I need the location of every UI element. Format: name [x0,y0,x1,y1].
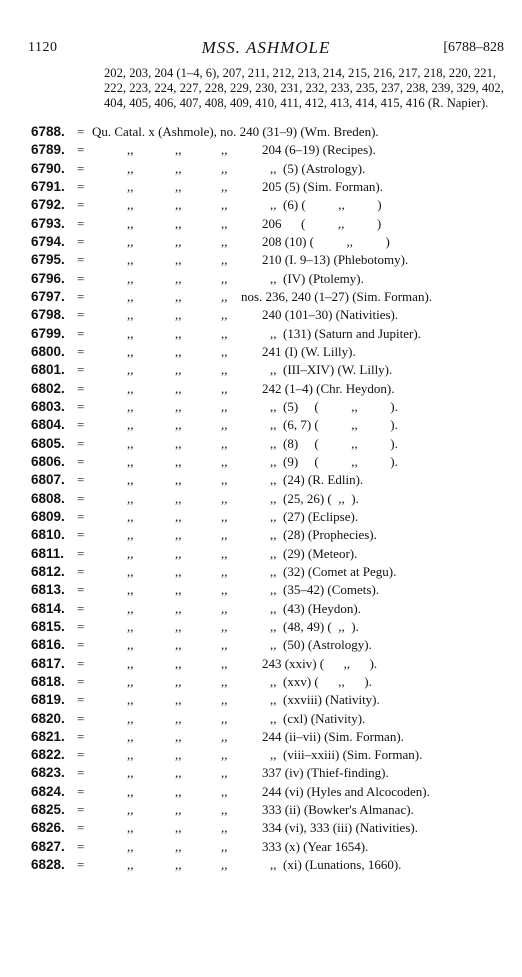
ditto-mark: ,, [127,252,134,268]
entry-text: ,, (8) ( ,, ). [270,435,398,451]
ditto-mark: ,, [221,178,228,194]
ditto-mark: ,, [175,472,182,488]
ditto-mark: ,, [127,343,134,359]
ditto-mark: ,, [127,545,134,561]
entry-text: ,, (6, 7) ( ,, ). [270,417,398,433]
ditto-mark: ,, [127,765,134,781]
equals-sign: = [77,857,85,873]
entry-text: Qu. Catal. x (Ashmole), no. 240 (31–9) (Wm. Breden). [92,124,379,139]
entry-text: 244 (ii–vii) (Sim. Forman). [262,728,404,744]
entry-number: 6819. [31,692,65,708]
entry-row [0,453,522,471]
entry-row [0,141,522,159]
entry-number: 6824. [31,783,65,799]
entry-text: 241 (I) (W. Lilly). [262,343,356,359]
equals-sign: = [77,142,85,158]
equals-sign: = [77,765,85,781]
entry-text: ,, (xxviii) (Nativity). [270,692,380,708]
entry-text: ,, (43) (Heydon). [270,600,361,616]
ditto-mark: ,, [221,435,228,451]
entry-row [0,856,522,874]
ditto-mark: ,, [127,820,134,836]
entry-text: ,, (29) (Meteor). [270,545,358,561]
ditto-mark: ,, [127,288,134,304]
ditto-mark: ,, [221,692,228,708]
ditto-mark: ,, [127,160,134,176]
ditto-mark: ,, [221,288,228,304]
ditto-mark: ,, [175,582,182,598]
ditto-mark: ,, [175,178,182,194]
ditto-mark: ,, [127,142,134,158]
ditto-mark: ,, [221,582,228,598]
entry-text: 244 (vi) (Hyles and Alcocoden). [262,783,430,799]
ditto-mark: ,, [127,197,134,213]
entry-row [0,160,522,178]
entry-text: nos. 236, 240 (1–27) (Sim. Forman). [241,288,433,304]
entry-number: 6815. [31,618,65,634]
equals-sign: = [77,398,85,414]
ditto-mark: ,, [127,563,134,579]
entry-row [0,838,522,856]
ditto-mark: ,, [127,417,134,433]
equals-sign: = [77,343,85,359]
ditto-mark: ,, [175,307,182,323]
ditto-mark: ,, [221,380,228,396]
ditto-mark: ,, [127,453,134,469]
entry-text: ,, (27) (Eclipse). [270,508,359,524]
entry-number: 6818. [31,673,65,689]
entry-number: 6816. [31,637,65,653]
entry-number: 6790. [31,160,65,176]
entry-text: 210 (I. 9–13) (Phlebotomy). [262,252,409,268]
entry-list [0,123,522,874]
equals-sign: = [77,655,85,671]
ditto-mark: ,, [221,343,228,359]
ditto-mark: ,, [127,307,134,323]
ditto-mark: ,, [221,563,228,579]
entry-number: 6800. [31,343,65,359]
ditto-mark: ,, [175,618,182,634]
entry-number: 6804. [31,417,65,433]
ditto-mark: ,, [221,710,228,726]
entry-number: 6827. [31,838,65,854]
entry-number: 6814. [31,600,65,616]
ditto-mark: ,, [175,820,182,836]
entry-row [0,251,522,269]
entry-row [0,691,522,709]
entry-text: 205 (5) (Sim. Forman). [262,178,383,194]
continuation-text: 202, 203, 204 (1–4, 6), 207, 211, 212, 213, 214, 215, 216, 217, 218, 220, 221, 222, 223, 224, 227, 228, 229, 230, 231, 232, 233, 235, 237, 238, 239, 329, 402, 404, 405, 406, 407, 408, 409, 410, 411, 412, 413, 414, 415, 416 (R. Napier). [104,66,504,110]
ditto-mark: ,, [221,197,228,213]
entry-row [0,655,522,673]
entry-row [0,728,522,746]
entry-row [0,233,522,251]
ditto-mark: ,, [175,325,182,341]
entry-row [0,288,522,306]
entry-number: 6828. [31,857,65,873]
ditto-mark: ,, [175,527,182,543]
equals-sign: = [77,838,85,854]
entry-number: 6826. [31,820,65,836]
ditto-mark: ,, [221,765,228,781]
ditto-mark: ,, [127,655,134,671]
ditto-mark: ,, [221,142,228,158]
entry-text: ,, (xxv) ( ,, ). [270,673,372,689]
entry-row [0,380,522,398]
ditto-mark: ,, [221,453,228,469]
entry-row [0,636,522,654]
ditto-mark: ,, [221,747,228,763]
entry-row [0,801,522,819]
entry-number: 6812. [31,563,65,579]
entry-row [0,819,522,837]
entry-text: ,, (50) (Astrology). [270,637,372,653]
entry-text: 333 (x) (Year 1654). [262,838,369,854]
ditto-mark: ,, [175,233,182,249]
entry-range: [6788–828 [443,40,504,55]
entry-number: 6789. [31,142,65,158]
ditto-mark: ,, [221,362,228,378]
entry-number: 6810. [31,527,65,543]
ditto-mark: ,, [127,380,134,396]
entry-text: ,, (24) (R. Edlin). [270,472,364,488]
entry-text: ,, (cxl) (Nativity). [270,710,366,726]
entry-row [0,563,522,581]
entry-row [0,545,522,563]
ditto-mark: ,, [221,545,228,561]
entry-text: 333 (ii) (Bowker's Almanac). [262,802,414,818]
entry-number: 6825. [31,802,65,818]
entry-text: 243 (xxiv) ( ,, ). [262,655,378,671]
entry-text: ,, (48, 49) ( ,, ). [270,618,359,634]
ditto-mark: ,, [127,270,134,286]
equals-sign: = [77,692,85,708]
ditto-mark: ,, [175,362,182,378]
entry-number: 6821. [31,728,65,744]
entry-row [0,215,522,233]
ditto-mark: ,, [221,508,228,524]
ditto-mark: ,, [175,288,182,304]
entry-row [0,306,522,324]
entry-number: 6801. [31,362,65,378]
ditto-mark: ,, [175,747,182,763]
ditto-mark: ,, [221,233,228,249]
entry-row [0,618,522,636]
entry-row [0,471,522,489]
ditto-mark: ,, [127,362,134,378]
equals-sign: = [77,508,85,524]
equals-sign: = [77,600,85,616]
entry-text: ,, (5) ( ,, ). [270,398,398,414]
ditto-mark: ,, [127,398,134,414]
entry-text: ,, (131) (Saturn and Jupiter). [270,325,421,341]
entry-text: 337 (iv) (Thief-finding). [262,765,389,781]
ditto-mark: ,, [175,490,182,506]
equals-sign: = [77,820,85,836]
entry-text: 240 (101–30) (Nativities). [262,307,399,323]
ditto-mark: ,, [221,325,228,341]
equals-sign: = [77,527,85,543]
entry-row [0,710,522,728]
equals-sign: = [77,453,85,469]
ditto-mark: ,, [221,600,228,616]
equals-sign: = [77,215,85,231]
ditto-mark: ,, [127,527,134,543]
ditto-mark: ,, [127,802,134,818]
ditto-mark: ,, [127,472,134,488]
ditto-mark: ,, [221,783,228,799]
ditto-mark: ,, [221,417,228,433]
equals-sign: = [77,490,85,506]
ditto-mark: ,, [221,398,228,414]
ditto-mark: ,, [175,728,182,744]
entry-text: ,, (5) (Astrology). [270,160,366,176]
entry-number: 6792. [31,197,65,213]
entry-row [0,123,522,141]
equals-sign: = [77,802,85,818]
ditto-mark: ,, [175,508,182,524]
ditto-mark: ,, [127,325,134,341]
entry-text: ,, (IV) (Ptolemy). [270,270,364,286]
ditto-mark: ,, [175,802,182,818]
ditto-mark: ,, [221,490,228,506]
ditto-mark: ,, [175,857,182,873]
ditto-mark: ,, [175,673,182,689]
equals-sign: = [77,325,85,341]
entry-row [0,196,522,214]
entry-row [0,673,522,691]
ditto-mark: ,, [127,215,134,231]
equals-sign: = [77,252,85,268]
ditto-mark: ,, [127,233,134,249]
entry-row [0,435,522,453]
entry-row [0,398,522,416]
ditto-mark: ,, [127,710,134,726]
ditto-mark: ,, [221,820,228,836]
ditto-mark: ,, [127,673,134,689]
entry-text: 334 (vi), 333 (iii) (Nativities). [262,820,418,836]
ditto-mark: ,, [221,215,228,231]
entry-number: 6793. [31,215,65,231]
ditto-mark: ,, [221,637,228,653]
equals-sign: = [77,417,85,433]
ditto-mark: ,, [221,838,228,854]
ditto-mark: ,, [127,618,134,634]
ditto-mark: ,, [175,215,182,231]
ditto-mark: ,, [175,655,182,671]
page-header [28,40,504,60]
entry-number: 6813. [31,582,65,598]
equals-sign: = [77,270,85,286]
entry-number: 6788. [31,124,65,139]
entry-row [0,270,522,288]
equals-sign: = [77,233,85,249]
entry-number: 6807. [31,472,65,488]
equals-sign: = [77,747,85,763]
entry-number: 6802. [31,380,65,396]
entry-number: 6809. [31,508,65,524]
ditto-mark: ,, [221,655,228,671]
entry-number: 6795. [31,252,65,268]
ditto-mark: ,, [127,178,134,194]
entry-row [0,600,522,618]
ditto-mark: ,, [221,527,228,543]
ditto-mark: ,, [175,398,182,414]
ditto-mark: ,, [175,142,182,158]
equals-sign: = [77,435,85,451]
ditto-mark: ,, [175,417,182,433]
ditto-mark: ,, [127,747,134,763]
entry-number: 6798. [31,307,65,323]
equals-sign: = [77,637,85,653]
equals-sign: = [77,288,85,304]
ditto-mark: ,, [221,160,228,176]
ditto-mark: ,, [127,857,134,873]
equals-sign: = [77,472,85,488]
ditto-mark: ,, [175,600,182,616]
ditto-mark: ,, [175,637,182,653]
equals-sign: = [77,380,85,396]
entry-number: 6796. [31,270,65,286]
equals-sign: = [77,618,85,634]
ditto-mark: ,, [221,307,228,323]
ditto-mark: ,, [127,783,134,799]
ditto-mark: ,, [127,838,134,854]
entry-text: ,, (6) ( ,, ) [270,197,382,213]
entry-number: 6822. [31,747,65,763]
entry-row [0,526,522,544]
ditto-mark: ,, [221,673,228,689]
equals-sign: = [77,178,85,194]
ditto-mark: ,, [175,270,182,286]
entry-row [0,325,522,343]
ditto-mark: ,, [127,508,134,524]
entry-number: 6803. [31,398,65,414]
equals-sign: = [77,673,85,689]
equals-sign: = [77,307,85,323]
entry-row [0,490,522,508]
entry-number: 6805. [31,435,65,451]
ditto-mark: ,, [127,490,134,506]
entry-number: 6808. [31,490,65,506]
ditto-mark: ,, [127,692,134,708]
ditto-mark: ,, [127,637,134,653]
ditto-mark: ,, [221,857,228,873]
entry-number: 6794. [31,233,65,249]
ditto-mark: ,, [175,453,182,469]
ditto-mark: ,, [175,838,182,854]
ditto-mark: ,, [175,545,182,561]
entry-number: 6820. [31,710,65,726]
entry-text: ,, (viii–xxiii) (Sim. Forman). [270,747,423,763]
equals-sign: = [77,124,85,139]
ditto-mark: ,, [175,252,182,268]
entry-row [0,783,522,801]
ditto-mark: ,, [175,435,182,451]
entry-text: 204 (6–19) (Recipes). [262,142,376,158]
ditto-mark: ,, [127,728,134,744]
ditto-mark: ,, [127,582,134,598]
entry-row [0,416,522,434]
ditto-mark: ,, [175,710,182,726]
ditto-mark: ,, [221,270,228,286]
entry-number: 6823. [31,765,65,781]
ditto-mark: ,, [221,728,228,744]
equals-sign: = [77,710,85,726]
equals-sign: = [77,563,85,579]
ditto-mark: ,, [175,765,182,781]
equals-sign: = [77,197,85,213]
equals-sign: = [77,728,85,744]
ditto-mark: ,, [221,472,228,488]
entry-text: 242 (1–4) (Chr. Heydon). [262,380,395,396]
entry-text: ,, (28) (Prophecies). [270,527,377,543]
ditto-mark: ,, [175,197,182,213]
equals-sign: = [77,362,85,378]
entry-row [0,178,522,196]
entry-number: 6806. [31,453,65,469]
ditto-mark: ,, [175,343,182,359]
entry-text: ,, (32) (Comet at Pegu). [270,563,397,579]
ditto-mark: ,, [221,252,228,268]
ditto-mark: ,, [175,160,182,176]
entry-text: ,, (25, 26) ( ,, ). [270,490,359,506]
entry-text: ,, (35–42) (Comets). [270,582,380,598]
entry-row [0,361,522,379]
entry-row [0,764,522,782]
ditto-mark: ,, [175,380,182,396]
entry-number: 6817. [31,655,65,671]
entry-text: 208 (10) ( ,, ) [262,233,390,249]
entry-text: 206 ( ,, ) [262,215,382,231]
ditto-mark: ,, [127,435,134,451]
entry-text: ,, (III–XIV) (W. Lilly). [270,362,393,378]
equals-sign: = [77,545,85,561]
running-title: MSS. ASHMOLE [201,38,331,57]
entry-number: 6799. [31,325,65,341]
entry-number: 6791. [31,178,65,194]
entry-number: 6797. [31,288,65,304]
ditto-mark: ,, [175,783,182,799]
entry-row [0,746,522,764]
entry-row [0,508,522,526]
entry-row [0,581,522,599]
ditto-mark: ,, [221,802,228,818]
ditto-mark: ,, [175,563,182,579]
page-number: 1120 [28,40,58,55]
equals-sign: = [77,783,85,799]
ditto-mark: ,, [175,692,182,708]
equals-sign: = [77,582,85,598]
entry-row [0,343,522,361]
entry-text: ,, (9) ( ,, ). [270,453,398,469]
ditto-mark: ,, [127,600,134,616]
entry-text: ,, (xi) (Lunations, 1660). [270,857,402,873]
equals-sign: = [77,160,85,176]
entry-number: 6811. [31,545,65,561]
ditto-mark: ,, [221,618,228,634]
